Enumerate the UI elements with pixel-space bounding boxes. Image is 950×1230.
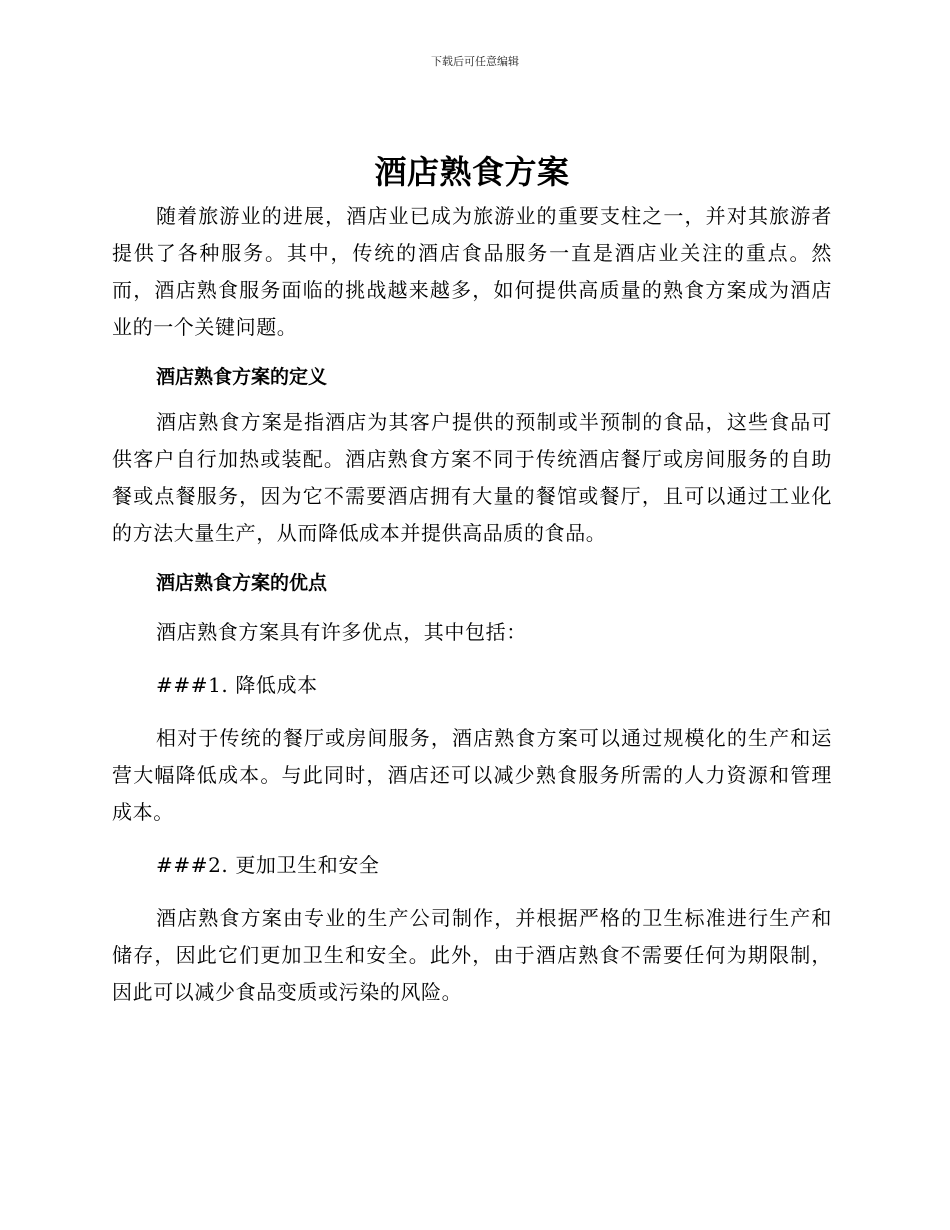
advantages-lead-paragraph: 酒店熟食方案具有许多优点，其中包括： <box>156 620 527 644</box>
section-definition-paragraph: 酒店熟食方案是指酒店为其客户提供的预制或半预制的食品，这些食品可供客户自行加热或装配。酒店熟食方案不同于传统酒店餐厅或房间服务的自助餐或点餐服务，因为它不需要酒店拥有大量的餐馆或餐厅，且可以通过工业化的方法大量生产，从而降低成本并提供高品质的食品。 <box>112 410 832 545</box>
section-definition-heading: 酒店熟食方案的定义 <box>156 366 328 388</box>
advantage-1-heading: ###1. 降低成本 <box>156 673 318 697</box>
document-body <box>112 150 832 1011</box>
advantage-2-heading: ###2. 更加卫生和安全 <box>156 853 380 877</box>
page-header: 下载后可任意编辑 <box>431 55 519 68</box>
intro-paragraph: 随着旅游业的进展，酒店业已成为旅游业的重要支柱之一，并对其旅游者提供了各种服务。其中，传统的酒店食品服务一直是酒店业关注的重点。然而，酒店熟食服务面临的挑战越来越多，如何提供高质量的熟食方案成为酒店业的一个关键问题。 <box>112 204 832 339</box>
section-advantages-heading: 酒店熟食方案的优点 <box>156 572 328 594</box>
advantage-2-paragraph: 酒店熟食方案由专业的生产公司制作，并根据严格的卫生标准进行生产和储存，因此它们更加卫生和安全。此外，由于酒店熟食不需要任何为期限制，因此可以减少食品变质或污染的风险。 <box>112 906 832 1004</box>
advantage-1-paragraph: 相对于传统的餐厅或房间服务，酒店熟食方案可以通过规模化的生产和运营大幅降低成本。与此同时，酒店还可以减少熟食服务所需的人力资源和管理成本。 <box>112 726 832 824</box>
document-title: 酒店熟食方案 <box>374 153 570 191</box>
